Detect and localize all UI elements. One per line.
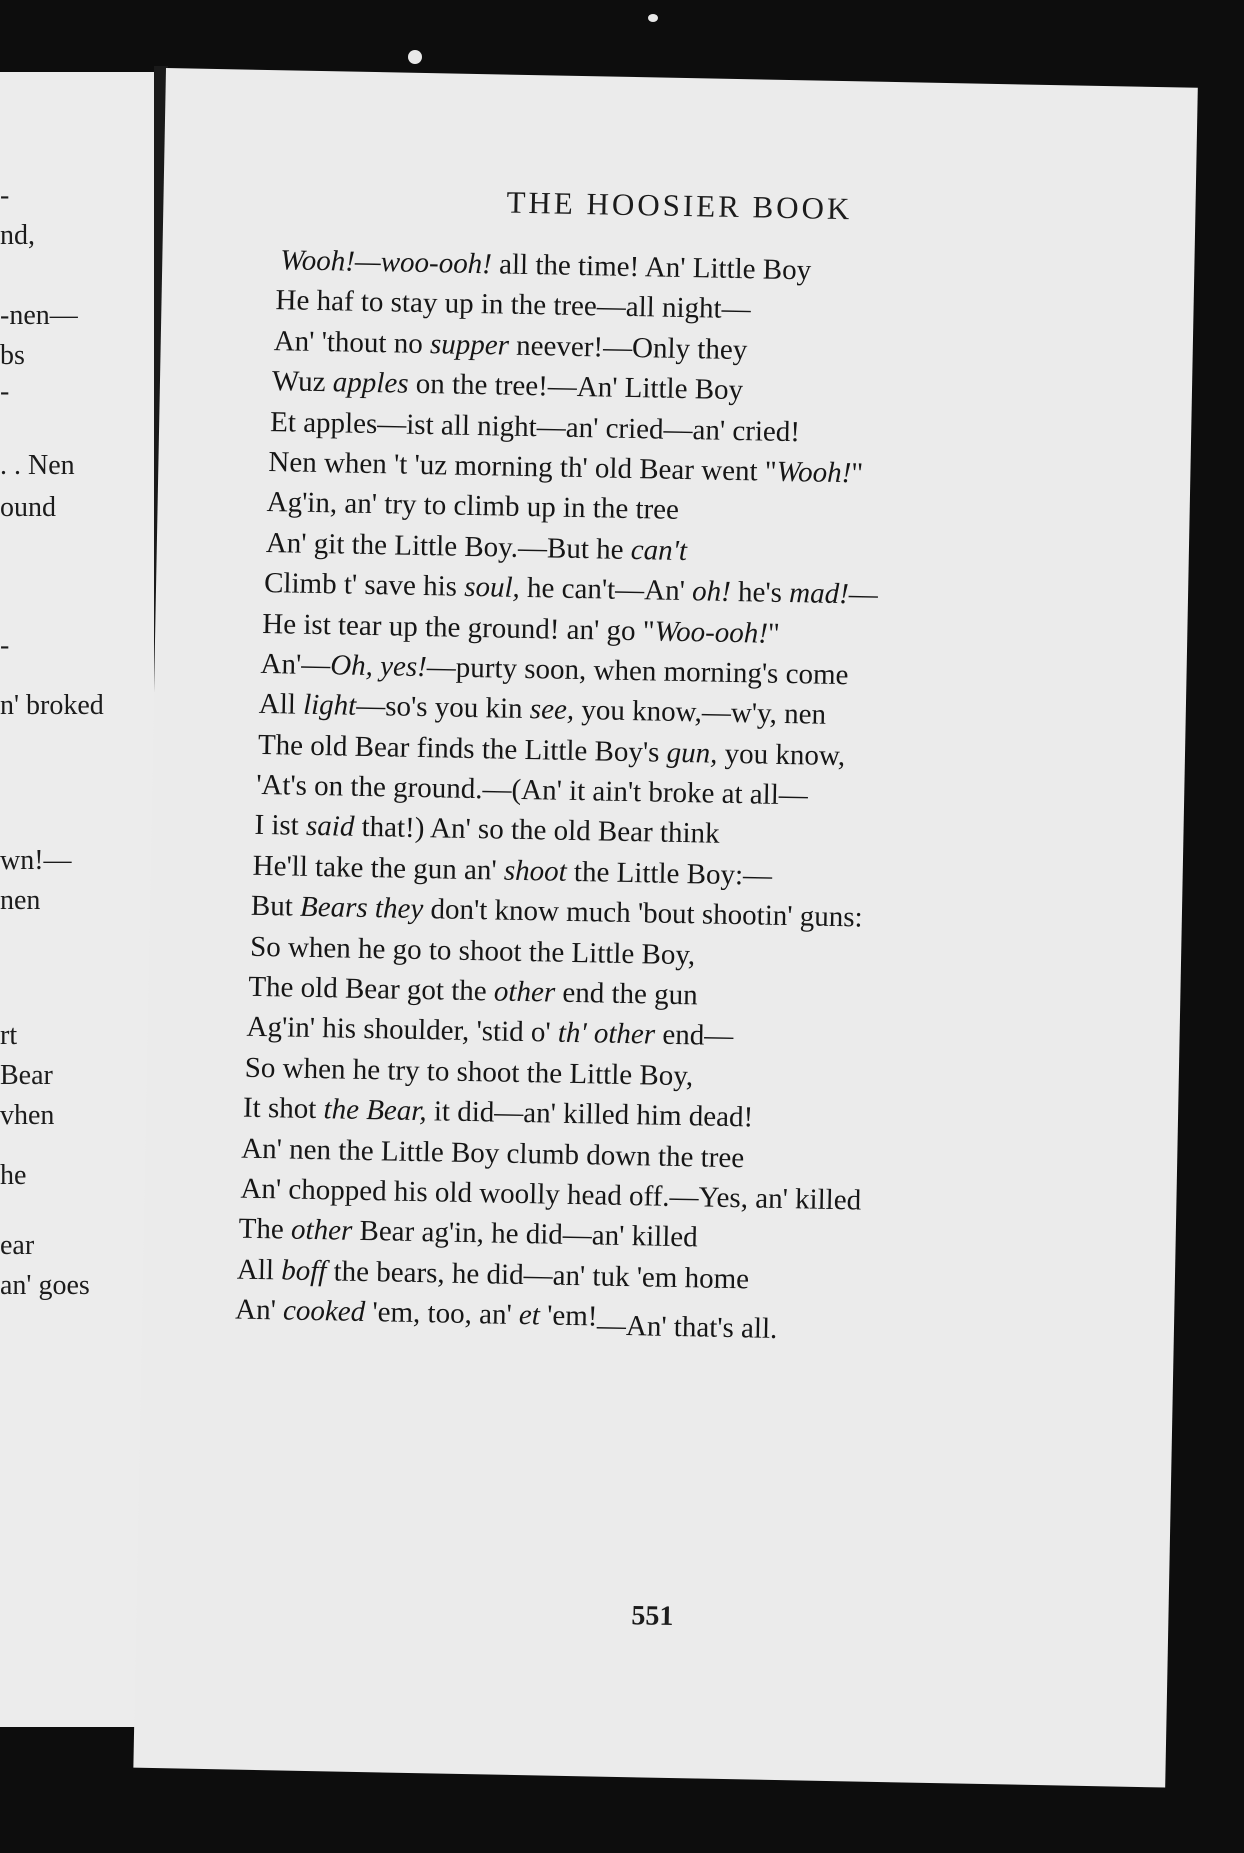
poem-text: An'	[234, 1293, 284, 1327]
poem-text: the Little Boy:—	[566, 855, 773, 892]
poem-italic-text: light	[302, 689, 357, 723]
left-page-fragment: vhen	[0, 1100, 55, 1131]
poem-text: An' chopped his old woolly head off.—Yes, an' killed	[240, 1172, 862, 1217]
poem-text: Et apples—ist all night—an' cried—an' cried!	[269, 405, 801, 448]
poem-italic-text: boff	[280, 1254, 327, 1288]
poem-text: don't know much 'bout shootin' guns:	[422, 893, 863, 934]
poem-italic-text: can't	[630, 533, 688, 567]
poem-italic-text: mad!	[788, 577, 850, 611]
left-page-fragment: . . Nen	[0, 450, 75, 481]
poem-text: 'em!	[539, 1299, 598, 1333]
poem-text: All	[258, 688, 304, 722]
poem-text: All	[236, 1253, 282, 1287]
poem-italic-text: et	[518, 1299, 541, 1332]
running-header: THE HOOSIER BOOK	[506, 184, 853, 227]
left-page-fragment: nd,	[0, 220, 35, 251]
poem-italic-text: Bears they	[299, 890, 424, 926]
poem-italic-text: apples	[332, 366, 409, 400]
scan-speck	[408, 50, 422, 64]
left-page-fragment: -	[0, 376, 10, 407]
right-page	[133, 68, 1197, 1787]
poem-body	[234, 240, 1121, 1346]
poem-text: end—	[654, 1018, 734, 1053]
left-page-fragment: wn!—	[0, 845, 72, 876]
poem-text: An' git the Little Boy.—But he	[265, 526, 632, 566]
poem-text: The old Bear finds the Little Boy's	[257, 728, 667, 769]
poem-text: that!) An' so the old Bear think	[354, 811, 720, 851]
page-number: 551	[631, 1600, 674, 1633]
left-page-fragment: he	[0, 1160, 27, 1191]
poem-text: He ist tear up the ground! an' go "	[262, 607, 655, 647]
poem-text: Nen when 't 'uz morning th' old Bear went "	[268, 445, 777, 488]
poem-text: he can't—An'	[519, 572, 693, 608]
left-page-fragment: -nen—	[0, 300, 78, 331]
poem-text: "	[851, 457, 864, 490]
poem-text: He'll take the gun an'	[252, 849, 505, 887]
left-page-fragment: -	[0, 630, 10, 661]
poem-closing-line: —An' that's all.	[596, 1309, 778, 1345]
poem-text: Wuz	[271, 365, 334, 399]
poem-text: The	[238, 1212, 292, 1246]
poem-italic-text: Wooh!	[776, 455, 852, 490]
poem-text: you know,—w'y, nen	[573, 694, 827, 732]
left-page-fragment: bs	[0, 340, 25, 371]
poem-italic-text: Woo-ooh!	[654, 615, 769, 650]
poem-text: the bears, he did—an' tuk 'em home	[326, 1255, 750, 1296]
poem-text: you know,	[717, 737, 846, 772]
poem-text: So when he go to shoot the Little Boy,	[249, 930, 696, 971]
poem-text: end the gun	[554, 976, 699, 1012]
poem-text: it did—an' killed him dead!	[426, 1095, 754, 1134]
poem-text: —so's you kin	[355, 690, 531, 726]
poem-text: Ag'in, an' try to climb up in the tree	[266, 486, 680, 527]
left-page-fragment: ear	[0, 1230, 35, 1261]
poem-italic-text: soul,	[463, 570, 521, 605]
poem-italic-text: other	[493, 975, 556, 1009]
poem-italic-text: said	[305, 810, 355, 844]
poem-text: 'em, too, an'	[364, 1296, 520, 1332]
left-page-fragment: an' goes	[0, 1270, 90, 1301]
left-page-fragment: n' broked	[0, 690, 104, 721]
poem-italic-text: cooked	[282, 1294, 366, 1329]
poem-text: Climb t' save his	[263, 567, 465, 603]
left-page-fragment: -	[0, 180, 10, 211]
poem-italic-text: see,	[529, 693, 575, 727]
poem-italic-text: Oh, yes!	[329, 649, 428, 684]
poem-text: He haf to stay up in the tree—all night—	[275, 284, 751, 326]
poem-text: all the time! An' Little Boy	[491, 248, 812, 287]
poem-text: 'At's on the ground.—(An' it ain't broke at all—	[255, 768, 809, 812]
poem-text: neever!—Only they	[508, 329, 748, 366]
poem-text: An'—	[260, 647, 331, 682]
poem-text: —purty soon, when morning's come	[426, 651, 849, 692]
left-page-fragment: nen	[0, 885, 41, 916]
poem-italic-text: the Bear,	[323, 1093, 427, 1128]
poem-text: So when he try to shoot the Little Boy,	[244, 1051, 694, 1093]
left-page-fragment: Bear	[0, 1060, 53, 1091]
poem-text: But	[250, 890, 301, 923]
poem-text: he's	[730, 576, 790, 610]
poem-text: The old Bear got the	[248, 970, 495, 1008]
poem-text: I ist	[254, 809, 307, 843]
poem-text: It shot	[242, 1091, 324, 1126]
poem-italic-text: gun,	[666, 736, 718, 770]
scan-speck	[648, 14, 658, 22]
poem-text: "	[767, 617, 781, 650]
poem-text: An' 'thout no	[273, 324, 431, 360]
poem-text: —	[848, 578, 879, 611]
left-page-fragment: rt	[0, 1020, 18, 1051]
poem-text: An' nen the Little Boy clumb down the tree	[240, 1132, 745, 1174]
poem-italic-text: th' other	[557, 1017, 656, 1051]
poem-italic-text: shoot	[503, 854, 568, 888]
poem-text: Bear ag'in, he did—an' killed	[351, 1215, 698, 1254]
poem-text: Ag'in' his shoulder, 'stid o'	[246, 1011, 559, 1050]
poem-italic-text: supper	[429, 327, 510, 362]
left-page	[0, 72, 158, 1727]
left-page-fragment: ound	[0, 492, 56, 523]
poem-italic-text: Wooh!—woo-ooh!	[280, 244, 493, 281]
poem-italic-text: other	[290, 1213, 353, 1248]
poem-italic-text: oh!	[691, 575, 732, 609]
poem-text: on the tree!—An' Little Boy	[408, 367, 744, 407]
